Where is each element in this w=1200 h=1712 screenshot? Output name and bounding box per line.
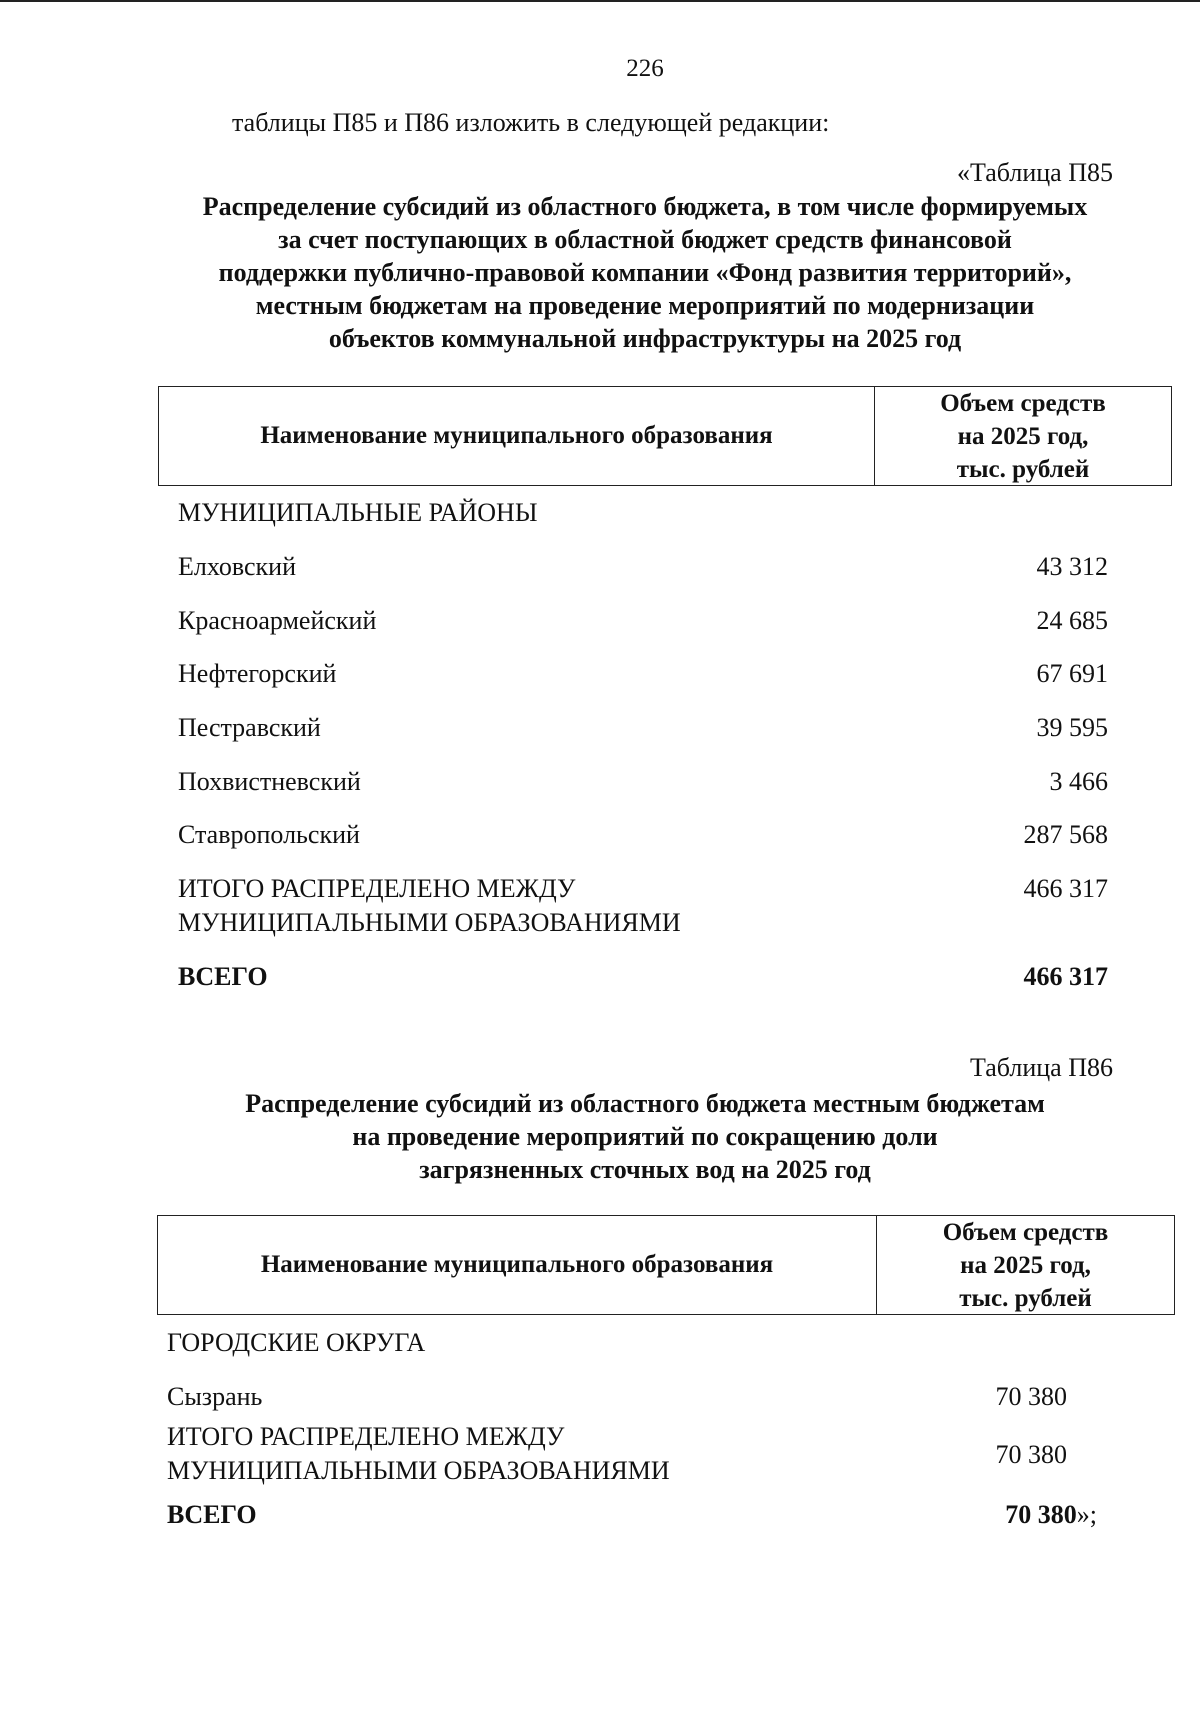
row-value: 287 568 <box>1023 820 1108 849</box>
table-p85-title-line: за счет поступающих в областной бюджет средств финансовой <box>278 225 1012 254</box>
scan-top-edge <box>0 0 1200 2</box>
row-name: Нефтегорский <box>178 659 337 688</box>
row-value: 43 312 <box>1036 552 1108 581</box>
total-value-group <box>1005 1498 1097 1532</box>
table-p86-subtotal-row <box>167 1420 1067 1490</box>
subtotal-name-line: МУНИЦИПАЛЬНЫМИ ОБРАЗОВАНИЯМИ <box>167 1456 670 1485</box>
table-p85-label: «Таблица П85 <box>957 158 1113 187</box>
header-volume-cell <box>875 387 1171 485</box>
section-heading: ГОРОДСКИЕ ОКРУГА <box>167 1328 426 1357</box>
table-p85-title-line: объектов коммунальной инфраструктуры на 2025 год <box>328 324 962 353</box>
total-value: 70 380 <box>1005 1500 1077 1529</box>
subtotal-name-line: ИТОГО РАСПРЕДЕЛЕНО МЕЖДУ <box>167 1422 565 1451</box>
header-name-cell: Наименование муниципального образования <box>159 387 875 485</box>
table-p85-title-line: Распределение субсидий из областного бюджета, в том числе формируемых <box>202 192 1088 221</box>
subtotal-value: 466 317 <box>1023 874 1108 903</box>
table-p86-title <box>140 1087 1150 1186</box>
header-volume-line: тыс. рублей <box>956 455 1090 483</box>
row-name: Красноармейский <box>178 606 377 635</box>
subtotal-value: 70 380 <box>995 1440 1067 1469</box>
table-p86-title-line: Распределение субсидий из областного бюджета местным бюджетам <box>245 1089 1045 1118</box>
row-name: Пестравский <box>178 713 321 742</box>
header-volume-line: Объем средств <box>940 389 1106 417</box>
row-value: 70 380 <box>995 1382 1067 1411</box>
total-name: ВСЕГО <box>178 962 268 991</box>
row-name: Похвистневский <box>178 767 361 796</box>
subtotal-name-line: МУНИЦИПАЛЬНЫМИ ОБРАЗОВАНИЯМИ <box>178 908 681 937</box>
subtotal-name-line: ИТОГО РАСПРЕДЕЛЕНО МЕЖДУ <box>178 874 576 903</box>
table-p85-title-line: местным бюджетам на проведение мероприятий по модернизации <box>255 291 1035 320</box>
total-value: 466 317 <box>1023 962 1108 991</box>
header-volume-line: на 2025 год, <box>960 1251 1091 1279</box>
table-p85-title <box>140 190 1150 355</box>
total-name: ВСЕГО <box>167 1500 257 1529</box>
header-name-cell: Наименование муниципального образования <box>158 1216 877 1314</box>
table-p86-label: Таблица П86 <box>970 1053 1113 1082</box>
header-volume-line: тыс. рублей <box>959 1284 1092 1312</box>
table-p86-title-line: на проведение мероприятий по сокращению доли <box>352 1122 938 1151</box>
table-p85-title-line: поддержки публично-правовой компании «Фонд развития территорий», <box>218 258 1072 287</box>
table-p85-header <box>158 386 1172 486</box>
row-value: 39 595 <box>1036 713 1108 742</box>
row-value: 24 685 <box>1036 606 1108 635</box>
row-value: 3 466 <box>1049 767 1108 796</box>
header-volume-cell <box>877 1216 1174 1314</box>
row-name: Ставропольский <box>178 820 360 849</box>
row-name: Сызрань <box>167 1382 263 1411</box>
table-p85-subtotal-row <box>178 872 1108 942</box>
header-volume-line: Объем средств <box>942 1218 1109 1246</box>
table-p86-title-line: загрязненных сточных вод на 2025 год <box>419 1155 871 1184</box>
closing-quote: »; <box>1076 1500 1097 1529</box>
page-number: 226 <box>626 55 664 82</box>
row-value: 67 691 <box>1036 659 1108 688</box>
row-name: Елховский <box>178 552 296 581</box>
table-p86-header <box>157 1215 1175 1315</box>
intro-text: таблицы П85 и П86 изложить в следующей редакции: <box>232 108 830 137</box>
header-volume-line: на 2025 год, <box>957 422 1089 450</box>
section-heading: МУНИЦИПАЛЬНЫЕ РАЙОНЫ <box>178 498 538 527</box>
